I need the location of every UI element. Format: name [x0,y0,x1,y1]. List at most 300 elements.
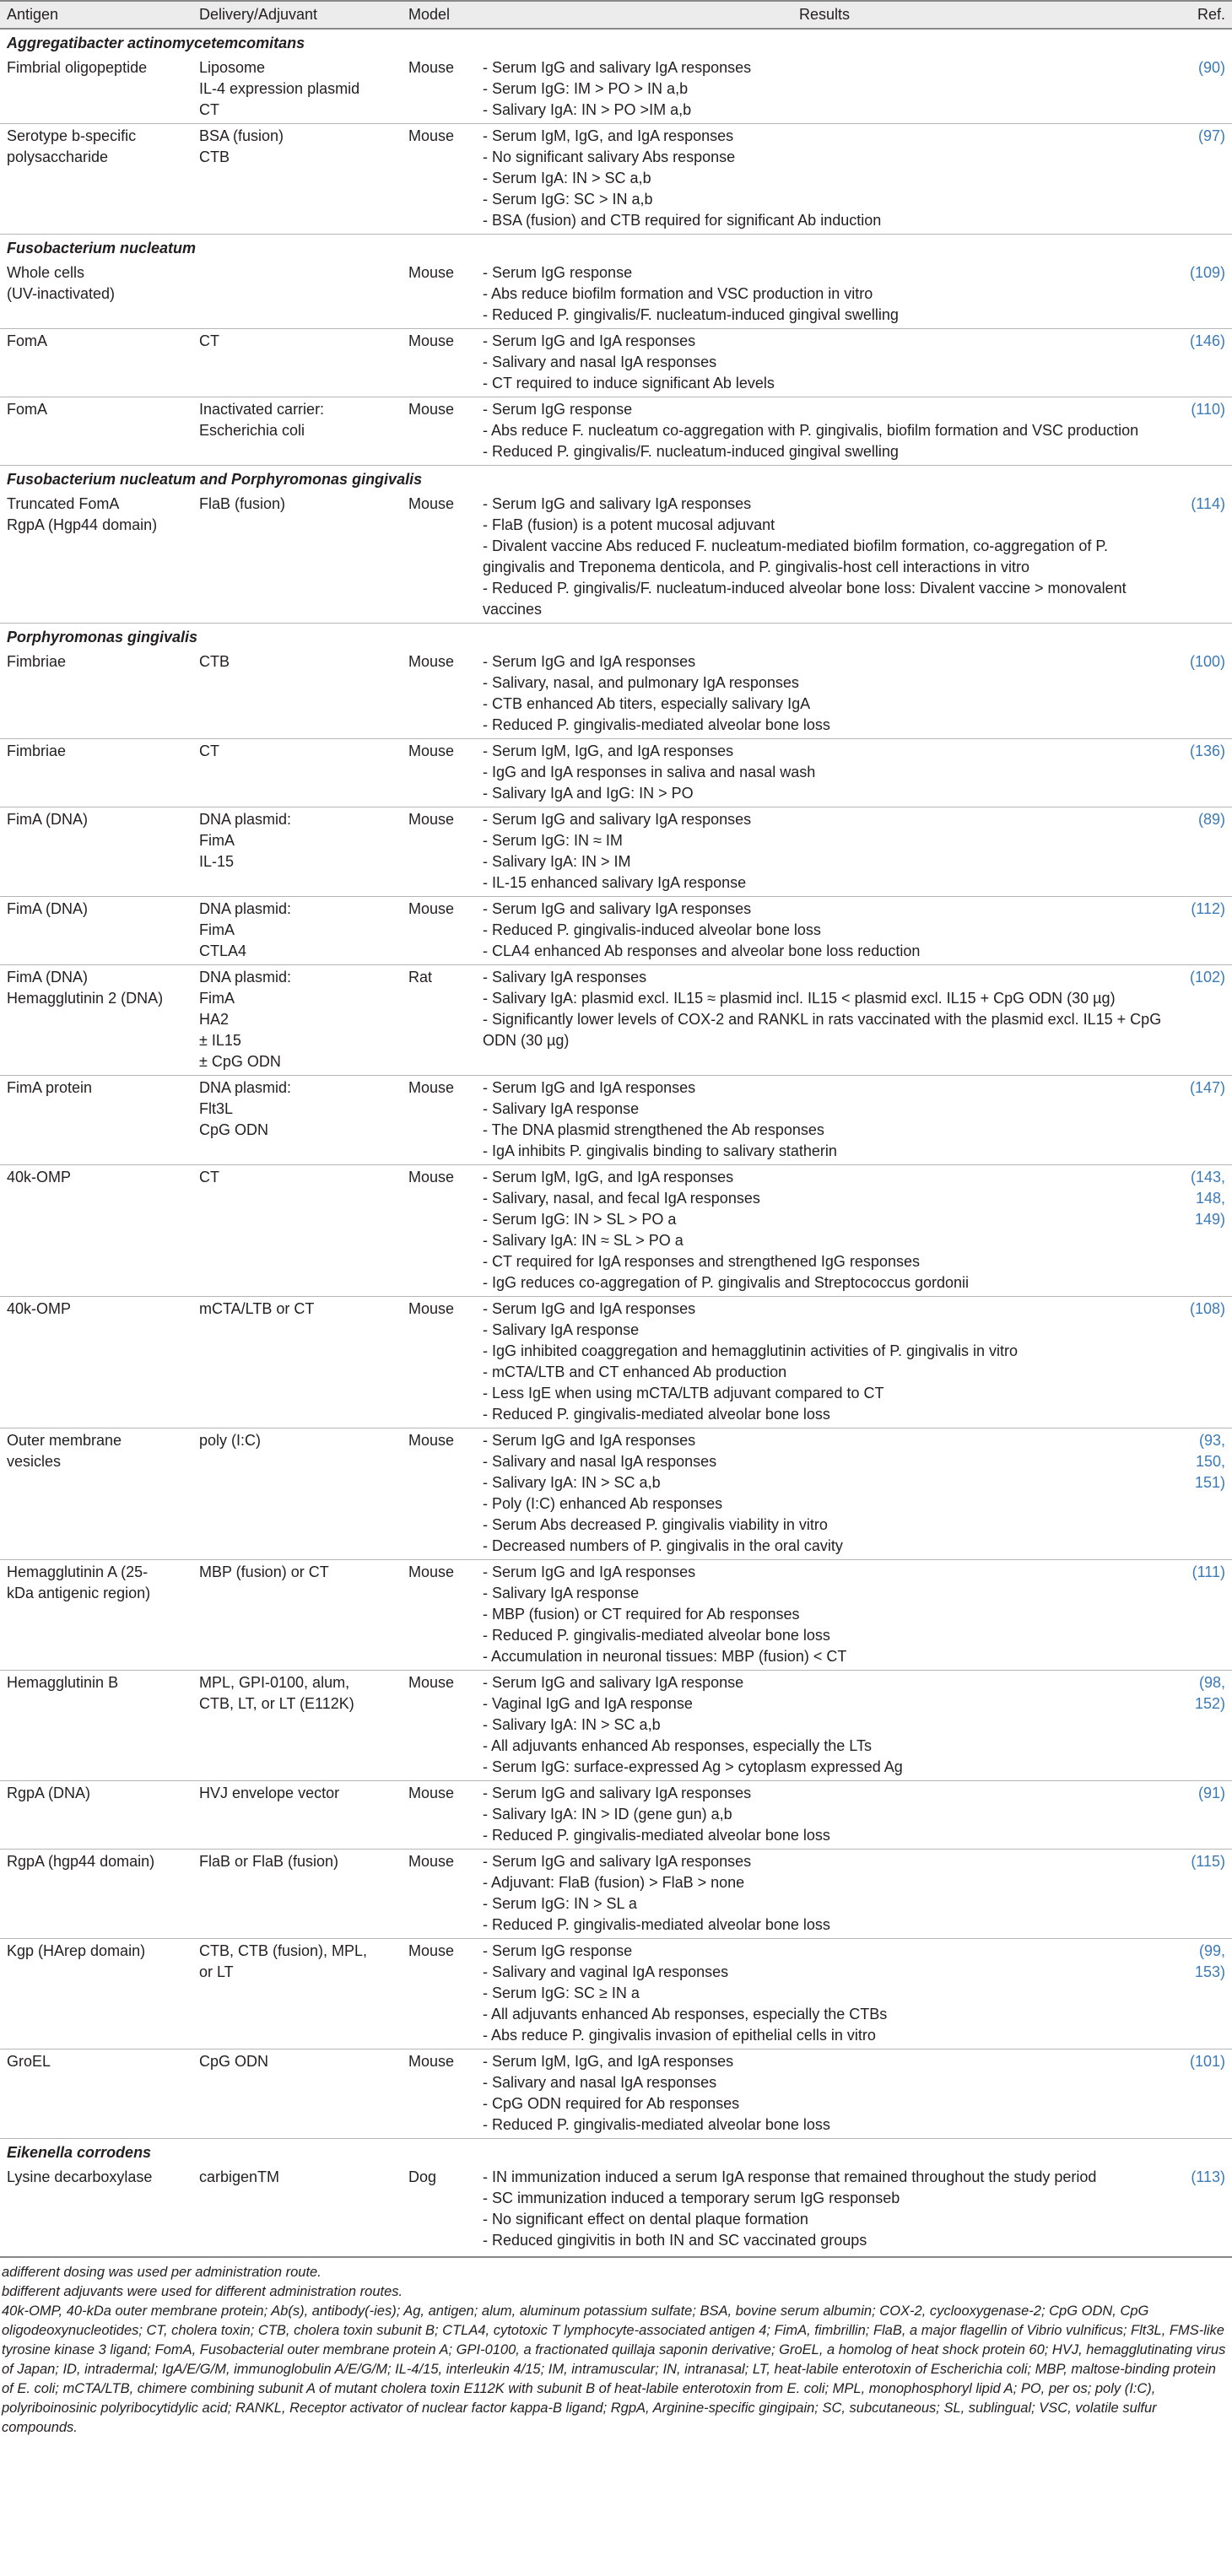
antigen-cell [0,1076,192,1165]
result-line: - Poly (I:C) enhanced Ab responses [483,1495,723,1512]
results-cell [476,1428,1173,1560]
section-title: Fusobacterium nucleatum and Porphyromonas gingivalis [0,466,1232,493]
result-line: - Serum IgG: IN > SL a [483,1895,637,1912]
delivery-line: MPL, GPI-0100, alum, [199,1674,350,1691]
result-line: - Serum IgG and IgA responses [483,332,696,349]
antigen-line: kDa antigenic region) [7,1585,151,1601]
delivery-cell [192,1297,402,1428]
ref-cell [1173,650,1232,739]
delivery-cell [192,1428,402,1560]
result-line: - IgG reduces co-aggregation of P. gingivalis and Streptococcus gordonii [483,1274,970,1291]
result-line: - Reduced P. gingivalis-mediated alveolar bone loss [483,2116,830,2133]
antigen-line: Hemagglutinin A (25- [7,1563,149,1580]
result-line: - Serum IgG: SC > IN a,b [483,191,653,208]
ref-cell [1173,1297,1232,1428]
delivery-line: CT [199,743,219,759]
delivery-line: CT [199,332,219,349]
antigen-line: polysaccharide [7,149,109,165]
section-title: Porphyromonas gingivalis [0,624,1232,651]
table-row [0,329,1232,397]
ref-link[interactable]: 149) [1194,1211,1225,1228]
delivery-cell [192,124,402,235]
model-cell: Mouse [402,1428,476,1560]
antigen-line: 40k-OMP [7,1300,72,1317]
delivery-line: DNA plasmid: [199,1079,292,1096]
result-line: - Salivary IgA: IN > ID (gene gun) a,b [483,1806,732,1823]
result-line: - IN immunization induced a serum IgA response that remained throughout the study period [483,2168,1097,2185]
footnote-b: bdifferent adjuvants were used for different administration routes. [2,2284,403,2299]
ref-cell [1173,329,1232,397]
table-row [0,1076,1232,1165]
result-line: - Serum IgM, IgG, and IgA responses [483,2053,734,2070]
delivery-line: ± CpG ODN [199,1053,281,1070]
result-line: - Salivary and nasal IgA responses [483,2074,717,2091]
result-line: - Salivary IgA response [483,1585,640,1601]
delivery-line: HA2 [199,1011,230,1028]
antigen-line: RgpA (Hgp44 domain) [7,516,158,533]
result-line: - Serum IgG: IM > PO > IN a,b [483,80,689,97]
delivery-line: Liposome [199,59,266,76]
delivery-cell [192,56,402,124]
result-line: - Serum IgG and salivary IgA responses [483,900,752,917]
result-line: - Serum IgG and IgA responses [483,1300,696,1317]
delivery-line: or LT [199,1963,234,1980]
antigen-line: Fimbrial oligopeptide [7,59,148,76]
section-title: Aggregatibacter actinomycetemcomitans [7,35,305,51]
table-row [0,1781,1232,1850]
results-cell [476,124,1173,235]
delivery-line: IL-4 expression plasmid [199,80,360,97]
model-cell: Mouse [408,653,455,670]
result-line: - Less IgE when using mCTA/LTB adjuvant compared to CT [483,1385,884,1401]
results-cell [476,261,1173,329]
delivery-cell [192,2165,402,2257]
delivery-line: carbigenTM [199,2168,280,2185]
result-line: - Serum IgG and salivary IgA responses [483,811,752,828]
ref-link[interactable]: (99, [1198,1942,1225,1959]
antigen-line: FomA [7,332,48,349]
result-line: - CLA4 enhanced Ab responses and alveolar bone loss reduction [483,942,921,959]
delivery-cell [192,1939,402,2049]
ref-cell [1173,2049,1232,2139]
antigen-cell [0,397,192,466]
antigen-line: FimA (DNA) [7,900,88,917]
antigen-cell [0,124,192,235]
delivery-line: MBP (fusion) or CT [199,1563,329,1580]
result-line: - Serum IgA: IN > SC a,b [483,170,651,186]
model-cell: Mouse [402,739,476,807]
results-cell [476,397,1173,466]
footnote-a: adifferent dosing was used per administration route. [2,2265,322,2280]
table-row [0,124,1232,235]
ref-cell [1173,1939,1232,2049]
model-cell: Mouse [408,264,455,281]
result-line: - Serum IgM, IgG, and IgA responses [483,743,734,759]
delivery-cell [192,1560,402,1671]
result-line: - Serum IgG and salivary IgA responses [483,495,752,512]
antigen-line: Fimbriae [7,653,67,670]
antigen-line: 40k-OMP [7,1169,72,1185]
antigen-line: Outer membrane [7,1432,122,1449]
ref-link[interactable]: (111) [1191,1563,1225,1580]
table-row [0,2049,1232,2139]
antigen-cell [0,1671,192,1781]
table-row [0,807,1232,897]
model-cell: Mouse [402,1781,476,1850]
model-cell: Mouse [408,495,455,512]
delivery-line: DNA plasmid: [199,811,292,828]
result-line: - Reduced P. gingivalis/F. nucleatum-induced gingival swelling [483,306,899,323]
ref-link[interactable]: (110) [1191,401,1225,418]
result-line: - IL-15 enhanced salivary IgA response [483,874,747,891]
table-row [0,897,1232,965]
ref-cell [1173,739,1232,807]
results-cell [476,1165,1173,1297]
antigen-cell [0,2165,192,2257]
results-cell [476,650,1173,739]
delivery-cell [192,492,402,624]
table-row [0,739,1232,807]
result-line: - IgA inhibits P. gingivalis binding to salivary statherin [483,1142,837,1159]
result-line: - Salivary and vaginal IgA responses [483,1963,729,1980]
delivery-cell [192,329,402,397]
result-line: - Salivary IgA response [483,1321,640,1338]
delivery-line: CTB [199,653,230,670]
model-cell: Mouse [402,329,476,397]
abbreviations: 40k-OMP, 40-kDa outer membrane protein; Ab(s), antibody(-ies); Ag, antigen; alum, aluminum potassium sulfate; BSA, bovine serum albumin; COX-2, cyclooxygenase-2; CpG ODN, CpG oligodeoxynucleotides; CT, cholera toxin; CTB, cholera toxin subunit B; CTLA4, cytotoxic T lymphocyte-associated antigen 4; FimA, fimbrillin; FlaB, a major flagellin of Vibrio vulnificus; Flt3L, FMS-like tyrosine kinase 3 ligand; FomA, Fusobacterial outer membrane protein A; GPI-0100, a fractionated quillaja saponin derivative; GroEL, a homolog of heat shock protein 60; HVJ, hemagglutinating virus of Japan; ID, intradermal; IgA/E/G/M, immunoglobulin A/E/G/M; IL-4/15, interleukin 4/15; IM, intramuscular; IN, intranasal; LT, heat-labile enterotoxin of Escherichia coli; MBP, maltose-binding protein of E. coli; mCTA/LTB, chimere combining subunit A of mutant cholera toxin E112K with subunit B of heat-labile enterotoxin from E. coli; MPL, monophosphoryl lipid A; PO, per os; poly (I:C), polyriboinosinic polyribocytidylic acid; RANKL, Receptor activator of nuclear factor kappa-B ligand; RgpA, Arginine-specific gingipain; SC, subcutaneous; SL, sublingual; VSC, volatile sulfur compounds. [2,2303,1226,2435]
result-line: - Salivary, nasal, and fecal IgA responses [483,1190,760,1207]
result-line: - CpG ODN required for Ab responses [483,2095,740,2112]
ref-cell [1173,124,1232,235]
result-line: - Salivary IgA: IN > SC a,b [483,1474,661,1491]
ref-cell [1173,1850,1232,1939]
antigen-cell [0,739,192,807]
ref-link[interactable]: (89) [1197,811,1225,828]
antigen-cell [0,261,192,329]
ref-link[interactable]: 151) [1194,1474,1225,1491]
antigen-cell [0,1560,192,1671]
ref-link[interactable]: 152) [1194,1695,1225,1712]
delivery-line: HVJ envelope vector [199,1785,340,1801]
table-row [0,2165,1232,2257]
delivery-line: FimA [199,990,235,1007]
section-header-row [0,2139,1232,2166]
antigen-cell [0,492,192,624]
antigen-line: vesicles [7,1453,62,1470]
result-line: - Reduced P. gingivalis/F. nucleatum-induced alveolar bone loss: Divalent vaccine > monovalent vaccines [483,580,1127,618]
delivery-line: DNA plasmid: [199,969,292,986]
table-row [0,56,1232,124]
ref-cell [1173,1560,1232,1671]
delivery-cell [192,739,402,807]
antigen-cell [0,897,192,965]
delivery-line: IL-15 [199,853,235,870]
result-line: - Salivary IgA: IN > SC a,b [483,1716,661,1733]
ref-link[interactable]: (147) [1189,1079,1225,1096]
result-line: - Salivary IgA responses [483,969,647,986]
ref-link[interactable]: (136) [1189,743,1225,759]
results-cell [476,1076,1173,1165]
table-row [0,1939,1232,2049]
result-line: - Adjuvant: FlaB (fusion) > FlaB > none [483,1874,745,1891]
ref-cell [1173,1428,1232,1560]
delivery-cell [192,807,402,897]
delivery-cell [192,1165,402,1297]
ref-link[interactable]: 150, [1195,1453,1225,1470]
result-line: - Divalent vaccine Abs reduced F. nucleatum-mediated biofilm formation, co-aggregation of P. gingivalis and Treponema denticola, and P. gingivalis-host cell interactions in vitro [483,537,1109,575]
delivery-line: mCTA/LTB or CT [199,1300,315,1317]
ref-cell [1173,807,1232,897]
result-line: - Abs reduce P. gingivalis invasion of epithelial cells in vitro [483,2027,876,2044]
header-model: Model [402,1,476,29]
ref-link[interactable]: (93, [1198,1432,1225,1449]
table-row [0,1560,1232,1671]
ref-link[interactable]: (90) [1197,59,1225,76]
table-row [0,650,1232,739]
results-cell [476,2165,1173,2257]
delivery-line: CTB, CTB (fusion), MPL, [199,1942,368,1959]
result-line: - No significant effect on dental plaque formation [483,2211,808,2228]
antigen-cell [0,1850,192,1939]
antigen-cell [0,650,192,739]
delivery-cell [192,650,402,739]
model-cell: Mouse [402,1165,476,1297]
result-line: - All adjuvants enhanced Ab responses, especially the CTBs [483,2006,888,2022]
model-cell: Rat [402,965,476,1076]
antigen-cell [0,1165,192,1297]
result-line: - Salivary IgA: IN > PO >IM a,b [483,101,692,118]
antigen-cell [0,1297,192,1428]
delivery-cell [192,897,402,965]
ref-cell [1173,1076,1232,1165]
result-line: - Salivary IgA and IgG: IN > PO [483,785,694,802]
results-cell [476,1781,1173,1850]
delivery-line: poly (I:C) [199,1432,262,1449]
result-line: - Serum IgG: IN ≈ IM [483,832,623,849]
delivery-cell [192,1076,402,1165]
ref-cell [1173,56,1232,124]
delivery-line: DNA plasmid: [199,900,292,917]
result-line: - Serum Abs decreased P. gingivalis viability in vitro [483,1516,828,1533]
antigen-cell [0,329,192,397]
results-cell [476,897,1173,965]
result-line: - FlaB (fusion) is a potent mucosal adjuvant [483,516,775,533]
results-cell [476,807,1173,897]
result-line: - mCTA/LTB and CT enhanced Ab production [483,1364,787,1380]
result-line: - Salivary IgA response [483,1100,640,1117]
result-line: - MBP (fusion) or CT required for Ab responses [483,1606,800,1623]
result-line: - Serum IgG: surface-expressed Ag > cytoplasm expressed Ag [483,1758,903,1775]
ref-link[interactable]: (115) [1191,1853,1225,1870]
delivery-cell [192,261,402,329]
result-line: - SC immunization induced a temporary serum IgG responseb [483,2190,900,2206]
results-cell [476,492,1173,624]
ref-cell [1173,1671,1232,1781]
result-line: - Serum IgM, IgG, and IgA responses [483,127,734,144]
ref-link[interactable]: 153) [1194,1963,1225,1980]
header-row [0,1,1232,29]
delivery-line: CpG ODN [199,2053,269,2070]
section-header-row [0,466,1232,493]
delivery-line: CTLA4 [199,942,247,959]
result-line: - BSA (fusion) and CTB required for significant Ab induction [483,212,882,229]
model-cell: Mouse [402,2049,476,2139]
results-cell [476,1850,1173,1939]
antigen-cell [0,1939,192,2049]
delivery-line: CT [199,101,219,118]
delivery-line: Inactivated carrier: [199,401,325,418]
table-row [0,1428,1232,1560]
table-notes [0,2258,1232,2438]
result-line: - Serum IgG and IgA responses [483,1432,696,1449]
results-cell [476,2049,1173,2139]
ref-cell [1173,2165,1232,2257]
section-title: Eikenella corrodens [0,2139,1232,2166]
table-row [0,492,1232,624]
ref-link[interactable]: (113) [1191,2168,1225,2185]
table-row [0,397,1232,466]
table-row [0,1850,1232,1939]
antigen-cell [0,807,192,897]
delivery-cell [192,1781,402,1850]
ref-cell [1173,261,1232,329]
result-line: - Serum IgM, IgG, and IgA responses [483,1169,734,1185]
antigen-line: FimA (DNA) [7,811,88,828]
table-row [0,1297,1232,1428]
result-line: - Reduced P. gingivalis-mediated alveolar bone loss [483,1916,830,1933]
section-title: Fusobacterium nucleatum [0,235,1232,262]
ref-link[interactable]: (108) [1189,1300,1225,1317]
ref-link[interactable]: (97) [1197,127,1225,144]
model-cell: Mouse [402,1076,476,1165]
result-line: - Reduced P. gingivalis-induced alveolar bone loss [483,921,821,938]
result-line: - Serum IgG response [483,264,633,281]
ref-link[interactable]: (114) [1191,495,1225,512]
delivery-cell [192,1850,402,1939]
model-cell: Mouse [402,1297,476,1428]
antigen-cell [0,2049,192,2139]
ref-link[interactable]: (100) [1189,653,1225,670]
results-cell [476,965,1173,1076]
model-cell: Mouse [402,1939,476,2049]
antigen-line: Kgp (HArep domain) [7,1942,146,1959]
result-line: - No significant salivary Abs response [483,149,736,165]
header-antigen: Antigen [0,1,192,29]
ref-link[interactable]: (91) [1197,1785,1225,1801]
result-line: - Serum IgG and salivary IgA responses [483,1785,752,1801]
model-cell: Mouse [408,59,455,76]
delivery-cell [192,965,402,1076]
header-ref: Ref. [1173,1,1232,29]
antigen-line: GroEL [7,2053,51,2070]
result-line: - Reduced P. gingivalis-mediated alveolar bone loss [483,716,830,733]
antigen-line: Fimbriae [7,743,67,759]
antigen-line: Hemagglutinin B [7,1674,119,1691]
result-line: - Abs reduce biofilm formation and VSC production in vitro [483,285,873,302]
antigen-line: Whole cells [7,264,85,281]
result-line: - Significantly lower levels of COX-2 and RANKL in rats vaccinated with the plasmid excl. IL15 + CpG ODN (30 µg) [483,1011,1162,1049]
result-line: - IgG inhibited coaggregation and hemagglutinin activities of P. gingivalis in vitro [483,1342,1019,1359]
ref-cell [1173,1781,1232,1850]
delivery-line: FimA [199,921,235,938]
model-cell: Mouse [402,807,476,897]
result-line: - Salivary and nasal IgA responses [483,1453,717,1470]
delivery-line: FlaB or FlaB (fusion) [199,1853,339,1870]
ref-link[interactable]: (143, [1190,1169,1225,1185]
delivery-line: Escherichia coli [199,422,305,439]
results-cell [476,56,1173,124]
ref-cell [1173,397,1232,466]
ref-cell [1173,1165,1232,1297]
result-line: - Serum IgG and IgA responses [483,1079,696,1096]
model-cell: Dog [402,2165,476,2257]
model-cell: Mouse [402,897,476,965]
ref-cell [1173,965,1232,1076]
antigen-cell [0,965,192,1076]
result-line: - Serum IgG and IgA responses [483,653,696,670]
ref-link[interactable]: 148, [1195,1190,1225,1207]
delivery-line: FlaB (fusion) [199,495,286,512]
antigen-cell [0,1428,192,1560]
results-cell [476,739,1173,807]
result-line: - The DNA plasmid strengthened the Ab responses [483,1121,824,1138]
result-line: - Salivary IgA: plasmid excl. IL15 ≈ plasmid incl. IL15 < plasmid excl. IL15 + CpG ODN (30 µg) [483,990,1116,1007]
delivery-line: BSA (fusion) [199,127,284,144]
table-row [0,261,1232,329]
result-line: - Accumulation in neuronal tissues: MBP (fusion) < CT [483,1648,847,1665]
result-line: - Reduced P. gingivalis-mediated alveolar bone loss [483,1827,830,1844]
ref-link[interactable]: (101) [1189,2053,1225,2070]
result-line: - Reduced P. gingivalis-mediated alveolar bone loss [483,1627,830,1644]
delivery-line: ± IL15 [199,1032,241,1049]
header-results: Results [476,1,1173,29]
antigen-line: FomA [7,401,48,418]
ref-link[interactable]: (102) [1189,969,1225,986]
result-line: - Serum IgG response [483,1942,633,1959]
ref-link[interactable]: (98, [1198,1674,1225,1691]
antigen-cell [0,56,192,124]
delivery-line: CTB, LT, or LT (E112K) [199,1695,354,1712]
table-row [0,1671,1232,1781]
result-line: - Salivary IgA: IN ≈ SL > PO a [483,1232,684,1249]
model-cell: Mouse [402,397,476,466]
ref-cell [1173,897,1232,965]
results-cell [476,1560,1173,1671]
result-line: - Serum IgG and salivary IgA responses [483,1853,752,1870]
ref-link[interactable]: (112) [1191,900,1225,917]
table-row [0,965,1232,1076]
result-line: - Abs reduce F. nucleatum co-aggregation with P. gingivalis, biofilm formation and VSC production [483,422,1139,439]
model-cell: Mouse [402,124,476,235]
ref-link[interactable]: (109) [1189,264,1225,281]
antigen-cell [0,1781,192,1850]
antigen-line: Truncated FomA [7,495,120,512]
ref-link[interactable]: (146) [1189,332,1225,349]
section-header-row [0,624,1232,651]
antigen-line: RgpA (hgp44 domain) [7,1853,155,1870]
result-line: - Serum IgG response [483,401,633,418]
result-line: - Reduced P. gingivalis/F. nucleatum-induced gingival swelling [483,443,899,460]
delivery-line: CTB [199,149,230,165]
result-line: - CT required to induce significant Ab levels [483,375,775,392]
delivery-line: CpG ODN [199,1121,269,1138]
result-line: - Salivary and nasal IgA responses [483,354,717,370]
results-cell [476,1939,1173,2049]
result-line: - Salivary IgA: IN > IM [483,853,631,870]
section-header-row [0,235,1232,262]
antigen-line: Serotype b-specific [7,127,137,144]
delivery-line: CT [199,1169,219,1185]
